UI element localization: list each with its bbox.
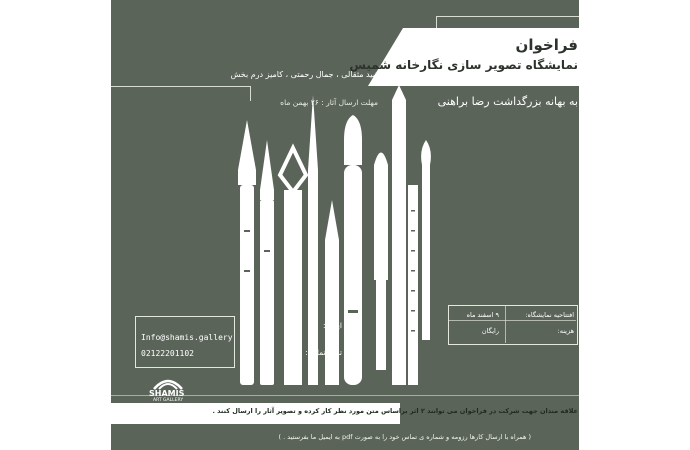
email-label: ایمیل: xyxy=(323,321,342,330)
invite-text: علاقه مندان جهت شرکت در فراخوان می توانند ۲ اثر براساس متن مورد نظر کار کرده و تصویر آثار را ارسال کنند . xyxy=(212,407,578,415)
email-value[interactable]: Info@shamis.gallery xyxy=(141,333,233,342)
poster-title: فراخوان xyxy=(515,36,578,54)
tools-illustration xyxy=(230,80,450,390)
cost-value: رایگان xyxy=(481,327,499,335)
cost-label: هزینه: xyxy=(557,327,574,335)
divider-line xyxy=(437,16,579,17)
phone-value: 02122201102 xyxy=(141,349,194,358)
phone-label: تلفن تماس: xyxy=(305,348,342,357)
occasion-text: به بهانه بزرگداشت رضا براهنی xyxy=(437,95,578,108)
logo-name: SHAMIS xyxy=(149,389,185,398)
note-text: ( همراه با ارسال کارها رزومه و شماره ی تماس خود را به صورت pdf به ایمیل ما بفرستید . ) xyxy=(278,433,531,441)
judges-text: داوران : فرشید مثقالی ، جمال رحمتی ، کامیز درم بخش xyxy=(230,70,417,79)
opening-label: افتتاحیه نمایشگاه: xyxy=(525,311,574,319)
deadline-text: مهلت ارسال آثار : ۲۶ بهمن ماه xyxy=(280,98,378,107)
poster-subtitle: نمایشگاه تصویر سازی نگارخانه شمیس xyxy=(349,58,578,72)
opening-value: ۹ اسفند ماه xyxy=(466,311,499,319)
contact-box xyxy=(135,316,235,368)
logo-subtitle: ART GALLERY xyxy=(153,398,184,403)
